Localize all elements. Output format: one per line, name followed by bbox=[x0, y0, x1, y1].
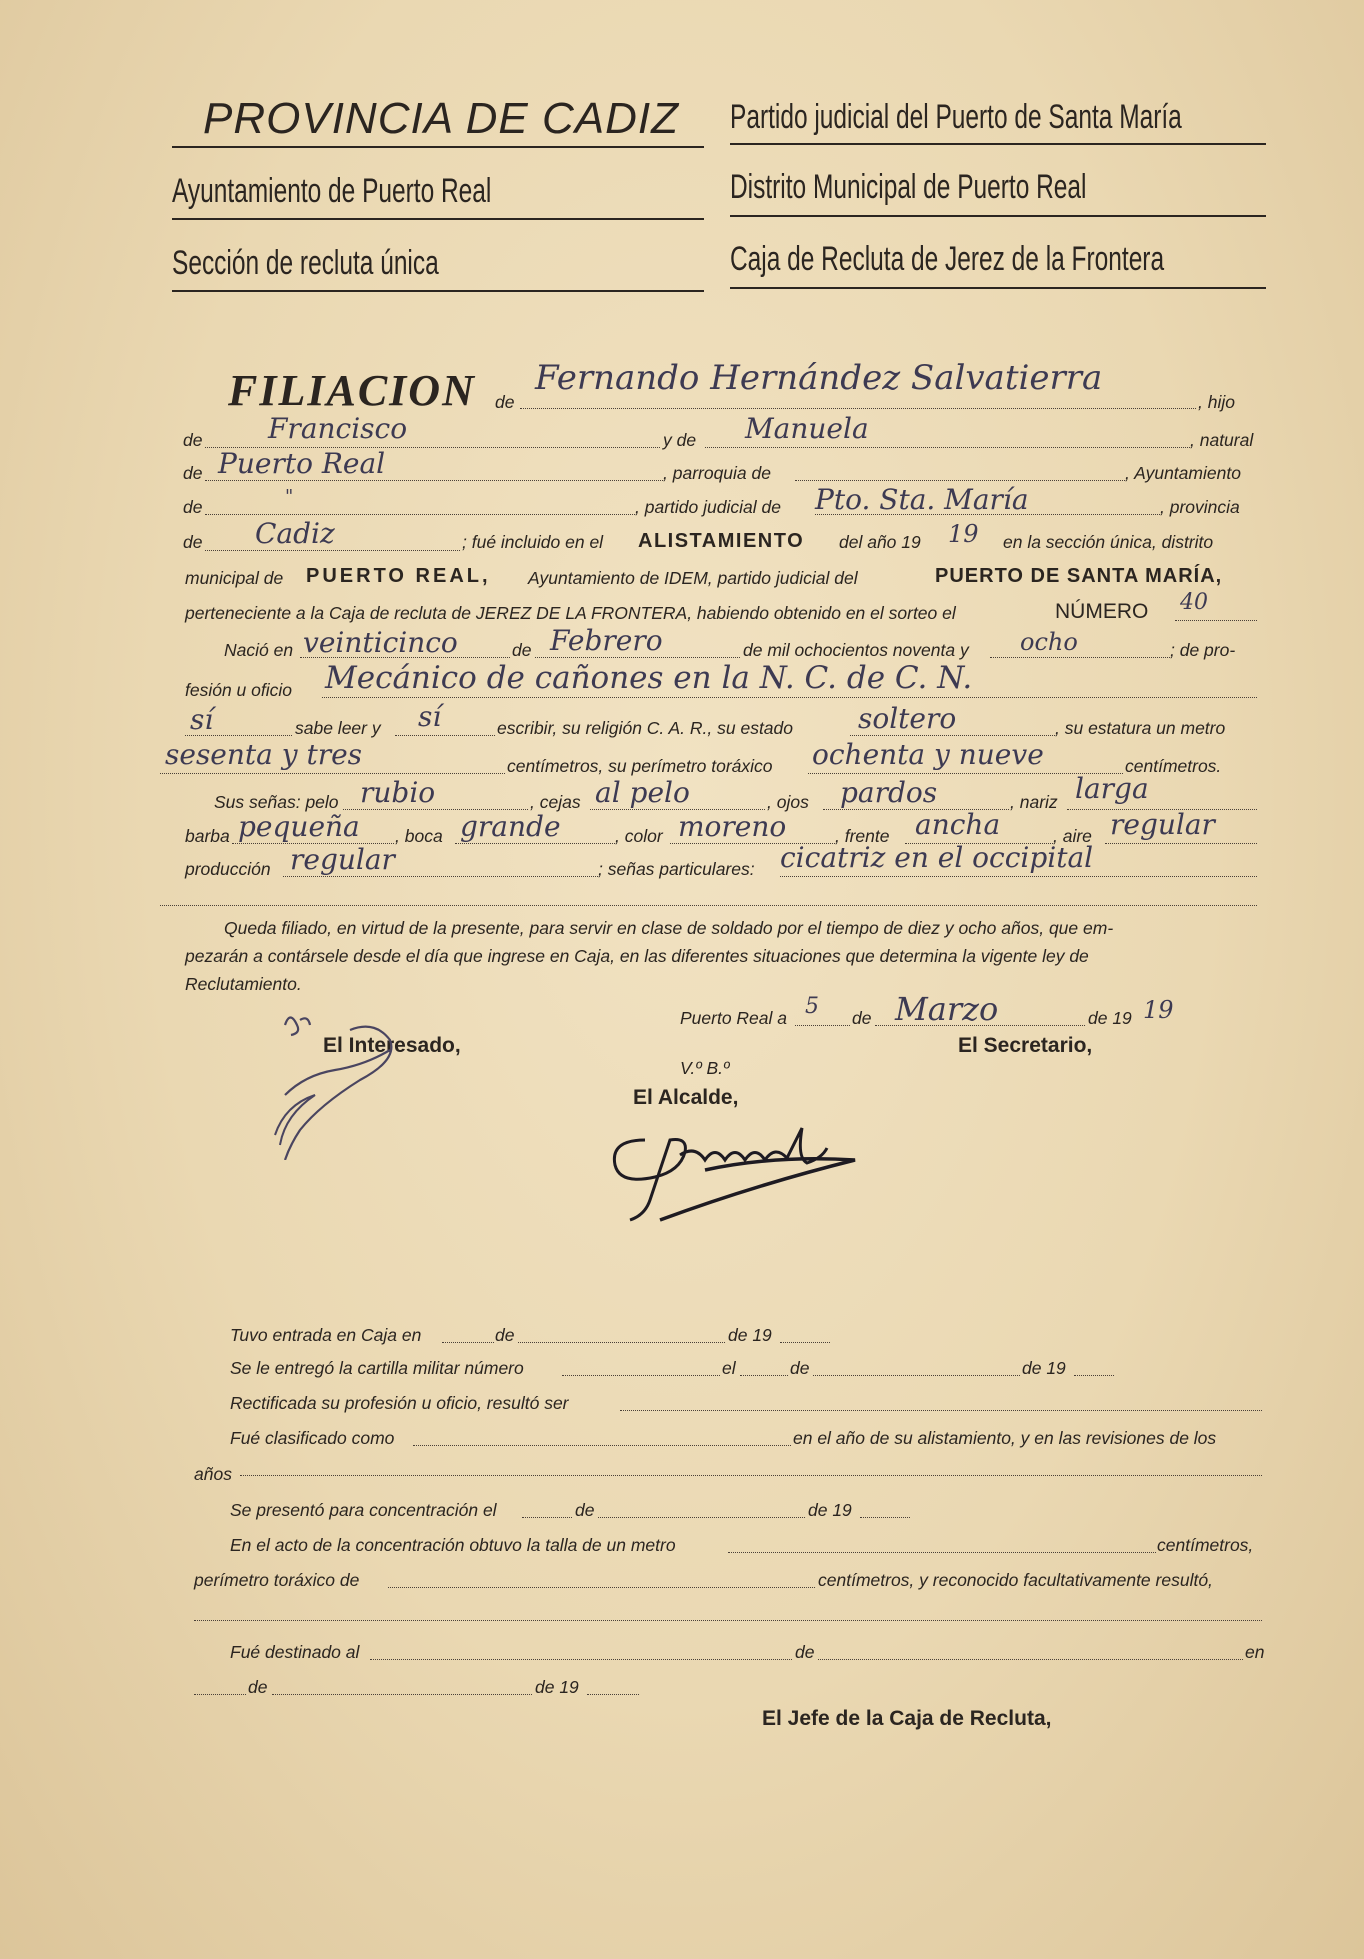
label: NÚMERO bbox=[1055, 600, 1149, 623]
label: Rectificada su profesión u oficio, resultó ser bbox=[230, 1393, 569, 1413]
birth-month-handwriting: Febrero bbox=[550, 624, 663, 657]
fill-line bbox=[1105, 843, 1257, 844]
label: Se presentó para concentración el bbox=[230, 1500, 497, 1520]
alcalde-label: El Alcalde, bbox=[633, 1086, 739, 1109]
label: , provincia bbox=[1160, 497, 1240, 517]
label: de bbox=[495, 1325, 515, 1345]
label: ; fué incluido en el bbox=[462, 532, 604, 552]
label: centímetros, y reconocido facultativamente resultó, bbox=[818, 1570, 1213, 1590]
read-handwriting: sí bbox=[190, 703, 214, 736]
partido-heading: Partido judicial del Puerto de Santa María bbox=[730, 98, 1182, 136]
label: , nariz bbox=[1010, 792, 1058, 812]
fill-line bbox=[272, 1694, 532, 1695]
fill-line bbox=[795, 1025, 850, 1026]
fill-line bbox=[395, 735, 495, 736]
header-rule bbox=[172, 146, 704, 148]
fill-line bbox=[562, 1375, 720, 1376]
fill-line bbox=[160, 905, 1257, 906]
label: ; de pro- bbox=[1170, 640, 1236, 660]
label: de bbox=[575, 1500, 595, 1520]
label: años bbox=[194, 1464, 232, 1484]
label: Se le entregó la cartilla militar número bbox=[230, 1358, 524, 1378]
fill-line bbox=[1175, 620, 1257, 621]
fill-line bbox=[518, 1342, 725, 1343]
fill-line bbox=[240, 1475, 1262, 1476]
province-handwriting: Cadiz bbox=[255, 517, 335, 550]
label: Tuvo entrada en Caja en bbox=[230, 1325, 422, 1345]
fill-line bbox=[522, 1517, 572, 1518]
number-handwriting: 40 bbox=[1180, 590, 1208, 615]
fill-line bbox=[194, 1694, 246, 1695]
header-rule bbox=[172, 290, 704, 292]
complexion-handwriting: moreno bbox=[678, 810, 787, 843]
beard-handwriting: pequeña bbox=[238, 810, 360, 843]
label: ALISTAMIENTO bbox=[638, 530, 805, 552]
label: PUERTO DE SANTA MARÍA, bbox=[935, 565, 1223, 587]
chest-handwriting: ochenta y nueve bbox=[812, 738, 1044, 771]
fill-line bbox=[780, 876, 1257, 877]
label: , cejas bbox=[530, 792, 581, 812]
fill-line bbox=[322, 697, 1257, 698]
bearing-handwriting: regular bbox=[1110, 808, 1215, 841]
header-rule bbox=[172, 218, 704, 220]
visto-bueno: V.º B.º bbox=[680, 1058, 730, 1078]
label: , ojos bbox=[767, 792, 809, 812]
label: Fué clasificado como bbox=[230, 1428, 395, 1448]
fill-line bbox=[818, 1659, 1243, 1660]
fill-line bbox=[160, 773, 505, 774]
label: , frente bbox=[835, 826, 890, 846]
label: , aire bbox=[1053, 826, 1092, 846]
partido-handwriting: Pto. Sta. María bbox=[815, 483, 1029, 516]
label: en bbox=[1245, 1642, 1265, 1662]
label: Fué destinado al bbox=[230, 1642, 360, 1662]
fill-line bbox=[620, 1410, 1262, 1411]
label: PUERTO REAL, bbox=[306, 565, 491, 587]
label: en la sección única, distrito bbox=[1003, 532, 1214, 552]
label: escribir, su religión C. A. R., su estado bbox=[497, 718, 794, 738]
fill-line bbox=[598, 1517, 805, 1518]
fill-line bbox=[194, 1620, 1262, 1621]
forehead-handwriting: ancha bbox=[915, 808, 1001, 841]
label: barba bbox=[185, 826, 230, 846]
nose-handwriting: larga bbox=[1075, 772, 1149, 805]
fill-line bbox=[990, 657, 1170, 658]
jefe-label: El Jefe de la Caja de Recluta, bbox=[762, 1707, 1052, 1730]
header-rule bbox=[730, 215, 1266, 217]
label: de bbox=[183, 497, 203, 517]
label: y de bbox=[663, 430, 697, 450]
label: , hijo bbox=[1198, 392, 1235, 412]
label: , boca bbox=[395, 826, 443, 846]
fill-line bbox=[520, 408, 1196, 409]
mother-handwriting: Manuela bbox=[745, 412, 869, 445]
paragraph-line: Queda filiado, en virtud de la presente, para servir en clase de soldado por el tiempo de diez y ocho años, que em- bbox=[224, 918, 1114, 938]
label: Sus señas: pelo bbox=[214, 792, 339, 812]
fill-line bbox=[1074, 1375, 1114, 1376]
label: Ayuntamiento de IDEM, partido judicial del bbox=[528, 568, 858, 588]
fill-line bbox=[205, 514, 635, 515]
label: de bbox=[790, 1358, 810, 1378]
label: centímetros. bbox=[1125, 756, 1222, 776]
label: En el acto de la concentración obtuvo la talla de un metro bbox=[230, 1535, 676, 1555]
paragraph-line: pezarán a contársele desde el día que ingrese en Caja, en las diferentes situaciones que determina la vigente ley de bbox=[185, 946, 1089, 966]
year-handwriting: 19 bbox=[948, 520, 979, 548]
label: de bbox=[183, 430, 203, 450]
label: en el año de su alistamiento, y en las revisiones de los bbox=[793, 1428, 1217, 1448]
fill-line bbox=[587, 1694, 639, 1695]
fill-line bbox=[283, 876, 598, 877]
label: municipal de bbox=[185, 568, 284, 588]
header-rule bbox=[730, 287, 1266, 289]
birth-day-handwriting: veinticinco bbox=[303, 626, 458, 659]
fill-line bbox=[780, 1342, 830, 1343]
ayuntamiento-heading: Ayuntamiento de Puerto Real bbox=[172, 172, 492, 210]
label: producción bbox=[185, 859, 271, 879]
mouth-handwriting: grande bbox=[460, 810, 561, 843]
seccion-heading: Sección de recluta única bbox=[172, 244, 439, 282]
birthplace-handwriting: Puerto Real bbox=[218, 447, 386, 480]
alcalde-signature bbox=[585, 1110, 885, 1230]
label: de bbox=[248, 1677, 268, 1697]
fill-line bbox=[795, 480, 1125, 481]
label: , natural bbox=[1190, 430, 1254, 450]
birth-year-handwriting: ocho bbox=[1020, 628, 1078, 656]
fill-line bbox=[705, 447, 1190, 448]
fill-line bbox=[205, 550, 460, 551]
marks-handwriting: cicatriz en el occipital bbox=[780, 841, 1094, 874]
label: Puerto Real a bbox=[680, 1008, 788, 1028]
caja-heading: Caja de Recluta de Jerez de la Frontera bbox=[730, 240, 1165, 278]
name-handwriting: Fernando Hernández Salvatierra bbox=[535, 358, 1103, 398]
label: de 19 bbox=[1088, 1008, 1132, 1028]
eyebrows-handwriting: al pelo bbox=[595, 776, 690, 809]
label: de 19 bbox=[808, 1500, 852, 1520]
label: de bbox=[795, 1642, 815, 1662]
fill-line bbox=[370, 1659, 792, 1660]
date-year-handwriting: 19 bbox=[1143, 996, 1174, 1024]
eyes-handwriting: pardos bbox=[840, 776, 938, 809]
label: , partido judicial de bbox=[635, 497, 781, 517]
paragraph-line: Reclutamiento. bbox=[185, 974, 302, 994]
label: , color bbox=[615, 826, 663, 846]
fill-line bbox=[205, 480, 663, 481]
header-rule bbox=[730, 143, 1266, 145]
label: Nació en bbox=[224, 640, 294, 660]
fill-line bbox=[535, 657, 740, 658]
label: , Ayuntamiento bbox=[1125, 463, 1241, 483]
label: , su estatura un metro bbox=[1055, 718, 1226, 738]
province-title: PROVINCIA DE CADIZ bbox=[203, 94, 679, 143]
ditto-handwriting: " bbox=[285, 486, 294, 507]
write-handwriting: sí bbox=[418, 700, 442, 733]
label: centímetros, su perímetro toráxico bbox=[507, 756, 773, 776]
label: de mil ochocientos noventa y bbox=[743, 640, 969, 660]
fill-line bbox=[455, 843, 615, 844]
label: perímetro toráxico de bbox=[194, 1570, 360, 1590]
label: de bbox=[512, 640, 532, 660]
label: del año 19 bbox=[839, 532, 921, 552]
label: centímetros, bbox=[1157, 1535, 1254, 1555]
label: de 19 bbox=[1022, 1358, 1066, 1378]
label: el bbox=[722, 1358, 736, 1378]
filiacion-title: FILIACION bbox=[228, 366, 476, 415]
label: fesión u oficio bbox=[185, 680, 293, 700]
label: , parroquia de bbox=[663, 463, 771, 483]
civil-status-handwriting: soltero bbox=[858, 702, 957, 735]
height-handwriting: sesenta y tres bbox=[165, 738, 363, 771]
fill-line bbox=[860, 1517, 910, 1518]
occupation-handwriting: Mecánico de cañones en la N. C. de C. N. bbox=[325, 660, 973, 696]
fill-line bbox=[413, 1445, 791, 1446]
date-day-handwriting: 5 bbox=[805, 994, 819, 1019]
fill-line bbox=[850, 735, 1055, 736]
secretario-label: El Secretario, bbox=[958, 1034, 1093, 1057]
label: de bbox=[183, 463, 203, 483]
label: ; señas particulares: bbox=[598, 859, 755, 879]
hair-handwriting: rubio bbox=[360, 776, 436, 809]
father-handwriting: Francisco bbox=[268, 412, 408, 445]
interesado-signature bbox=[255, 1005, 455, 1160]
label: de bbox=[183, 532, 203, 552]
label: de bbox=[495, 392, 515, 412]
label: de 19 bbox=[728, 1325, 772, 1345]
date-month-handwriting: Marzo bbox=[895, 990, 999, 1028]
label: perteneciente a la Caja de recluta de JEREZ DE LA FRONTERA, habiendo obtenido en el sorteo el bbox=[185, 603, 956, 623]
fill-line bbox=[388, 1587, 815, 1588]
interesado-label: El Interesado, bbox=[323, 1034, 461, 1057]
fill-line bbox=[442, 1342, 494, 1343]
label: sabe leer y bbox=[295, 718, 381, 738]
fill-line bbox=[728, 1552, 1156, 1553]
fill-line bbox=[740, 1375, 788, 1376]
label: de 19 bbox=[535, 1677, 579, 1697]
distrito-heading: Distrito Municipal de Puerto Real bbox=[730, 168, 1087, 206]
production-handwriting: regular bbox=[290, 843, 395, 876]
fill-line bbox=[813, 1375, 1020, 1376]
label: de bbox=[852, 1008, 872, 1028]
